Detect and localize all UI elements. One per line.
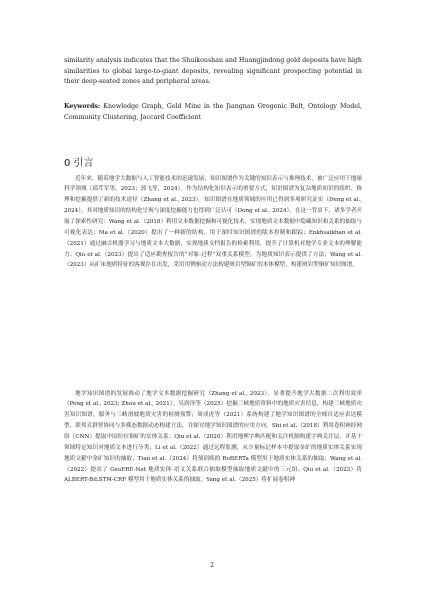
keywords-label: Keywords: [64,103,101,111]
body-paragraph: 近年来，随着地学大数据与人工智能技术的迅速发展，知识图谱作为关键的知识表示与推理技术，被广泛应用于地球科学领域（邱芹军等，2023；郭飞等，2024）。作为结构化知识表示的重要方式，知识图谱为复杂地质知识的组织、推理和挖掘提供了新的技术途径（Zhang et al., 2023）。知识图谱在地质领域的应用已得到多项研究证实（Deng et al., 2024），其对地质知识的结构化呈现与深度挖掘能力也得到广泛认可（Dong et al., 2024）。在这一背景下，诸多学者开展了探索性研究：Wang et al.（2018）利用文本数据挖掘和可视化技术，实现地质文本数据中隐藏知识和关系的抽取与可视化表达；Ma et al.（2020）提出了一种新的结构，用于深时知识图谱的版本控制和跟踪；Enkhsaikhan et al.（2021）通过融合机器学习与地质文本大数据，实现地质文档报告的检索利用，提升了计算机对地学专业文本的理解能力；Qiu et al.（2023）提出了适应勘查报告的“对象-过程”双重关系模型，为地质知识表示提供了方法；Wang et al.（2023）从矿床地质特征的客观存在出发，采用用例驱动方法构建斑岩型铜矿的本体模型，构建斑岩型铜矿知识图谱。 [64,175,363,269]
keywords-text: Knowledge Graph, Gold Mine in the Jiangnan Orogenic Belt, Ontology Model, Community Clustering, Jaccard Coefficient [64,103,362,122]
body-paragraph: 地学知识图谱的发展推动了地学文本数据挖掘研究（Zhang et al., 2023），显著提升地学大数据二次利用效率（Peng et al., 2023; Zhou et al., 2021）。吴润泽等（2025）挖掘三峡地质资料中的地质灾害信息，构建三峡地质灾害知识图谱，服务与三峡滑坡地质灾害的检测预警；周成虎等（2021）系统构建了地学知识图谱的全域自适应表达模型、联邦式群智协同与多模态数据动态构建方法，并探讨地学知识图谱的应用方向。Shi et al.（2018）利用卷积神经网络（CNN）提取中国拉拉铜矿的实体关系；Qiu et al.（2020）利用地理字典匹配和关注机制构建字典关注层，并基于领域特定知识对地质文本进行分类；Li et al.（2022）通过远程监测，从少量标记样本中提取金矿的地质实体关系实现地质文献中金矿知识的抽取；Tian et al.（2024）将预训练的 RoBERTa 模型用于地质实体关系的抽取；Wang et al.（2022）提出了 GeoERE-Net 地质实体-语义关系联合抽取模型抽取地质文献中的三元组；Qiu et al.（2023）将 ALBERT-BiLSTM-CRF 模型用于地质实体关系的抽取。Yang et al.（2025）将扩展卷积神 [64,390,362,484]
abstract-continuation: similarity analysis indicates that the Shuikoushan and Huangjindong gold deposits have high similarities to global large-to-giant deposits, revealing significant prospecting potential in their deep-seated zones and peripheral areas. [64,57,362,86]
keywords-line [64,101,362,123]
page-number: 2 [210,562,214,569]
section-heading-introduction: 0 引言 [64,158,94,170]
